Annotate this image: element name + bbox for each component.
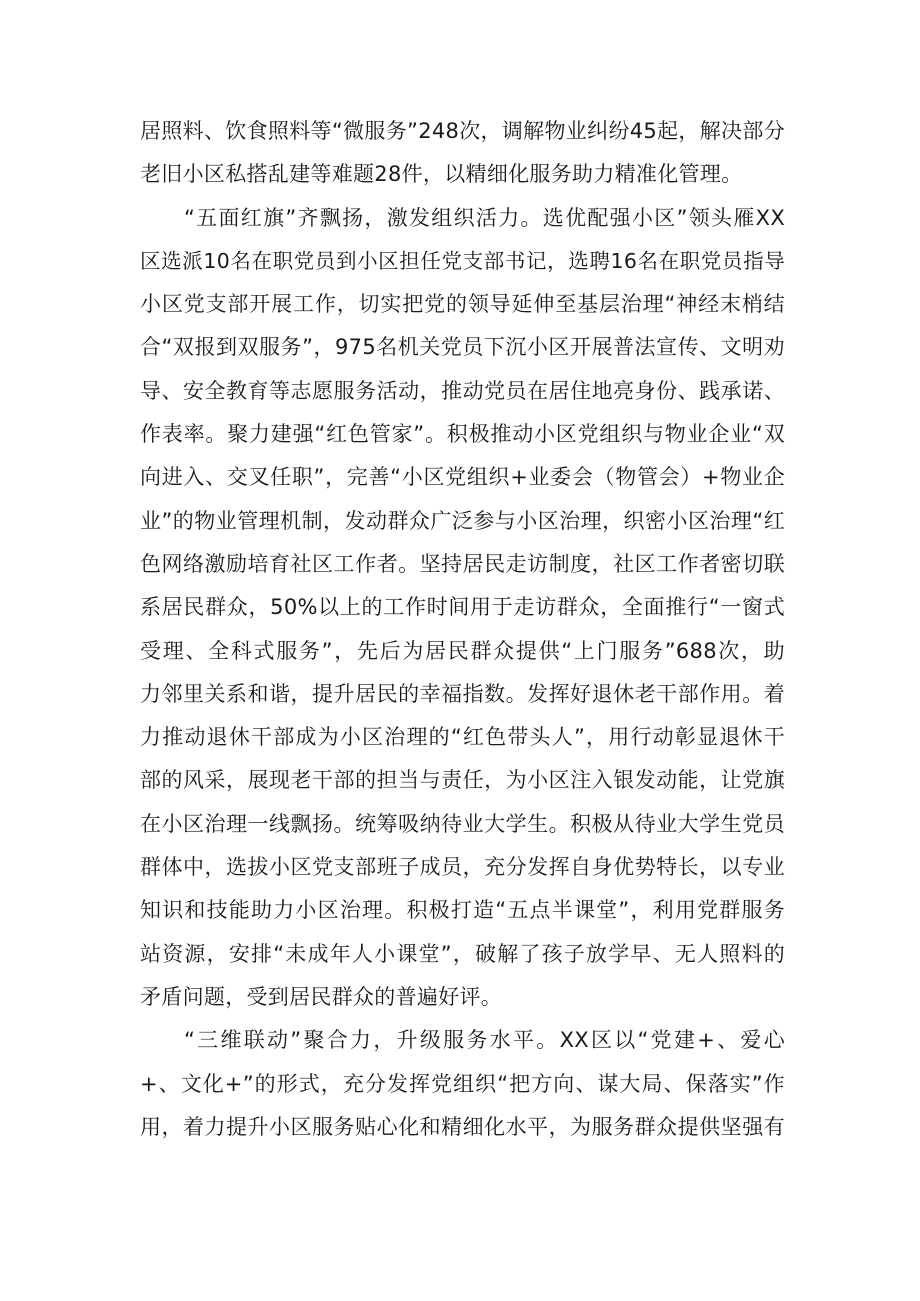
text-line: 向进入、交叉任职”，完善“小区党组织+业委会（物管会）+物业企 xyxy=(140,465,785,490)
text-line: 群体中，选拔小区党支部班子成员，充分发挥自身优势特长，以专业 xyxy=(140,855,785,880)
text-line: 居照料、饮食照料等“微服务”248次，调解物业纠纷45起，解决部分 xyxy=(140,119,785,143)
text-line: 力邻里关系和谐，提升居民的幸福指数。发挥好退休老干部作用。着 xyxy=(140,681,785,706)
text-line: +、文化+”的形式，充分发挥党组织“把方向、谋大局、保落实”作 xyxy=(140,1071,785,1096)
text-line: 在小区治理一线飘扬。统筹吸纳待业大学生。积极从待业大学生党员 xyxy=(140,811,785,836)
text-line: 力推动退休干部成为小区治理的“红色带头人”，用行动彰显退休干 xyxy=(140,725,785,750)
text-line: 合“双报到双服务”，975名机关党员下沉小区开展普法宣传、文明劝 xyxy=(140,335,785,360)
text-line: 老旧小区私搭乱建等难题28件，以精细化服务助力精准化管理。 xyxy=(140,162,743,187)
text-line: 知识和技能助力小区治理。积极打造“五点半课堂”，利用党群服务 xyxy=(140,898,785,923)
text-line: 导、安全教育等志愿服务活动，推动党员在居住地亮身份、践承诺、 xyxy=(140,378,785,403)
text-line: 用，着力提升小区服务贴心化和精细化水平，为服务群众提供坚强有 xyxy=(140,1114,785,1139)
text-line: 区选派10名在职党员到小区担任党支部书记，选聘16名在职党员指导 xyxy=(140,248,785,273)
text-line: 作表率。聚力建强“红色管家”。积极推动小区党组织与物业企业“双 xyxy=(140,422,785,447)
text-line: 受理、全科式服务”，先后为居民群众提供“上门服务”688次，助 xyxy=(140,638,785,663)
text-line: 站资源，安排“未成年人小课堂”，破解了孩子放学早、无人照料的 xyxy=(140,941,785,966)
text-line: 矛盾问题，受到居民群众的普遍好评。 xyxy=(140,984,503,1009)
text-line: 色网络激励培育社区工作者。坚持居民走访制度，社区工作者密切联 xyxy=(140,551,785,576)
text-line: 业”的物业管理机制，发动群众广泛参与小区治理，织密小区治理“红 xyxy=(140,508,785,533)
body-text xyxy=(140,110,785,1149)
text-line: “三维联动”聚合力，升级服务水平。XX区以“党建+、爱心 xyxy=(184,1028,785,1053)
text-line: 系居民群众，50%以上的工作时间用于走访群众，全面推行“一窗式 xyxy=(140,595,785,620)
text-line: “五面红旗”齐飘扬，激发组织活力。选优配强小区”领头雁XX xyxy=(184,205,785,230)
text-line: 小区党支部开展工作，切实把党的领导延伸至基层治理“神经末梢结 xyxy=(140,292,785,317)
text-line: 部的风采，展现老干部的担当与责任，为小区注入银发动能，让党旗 xyxy=(140,768,785,793)
